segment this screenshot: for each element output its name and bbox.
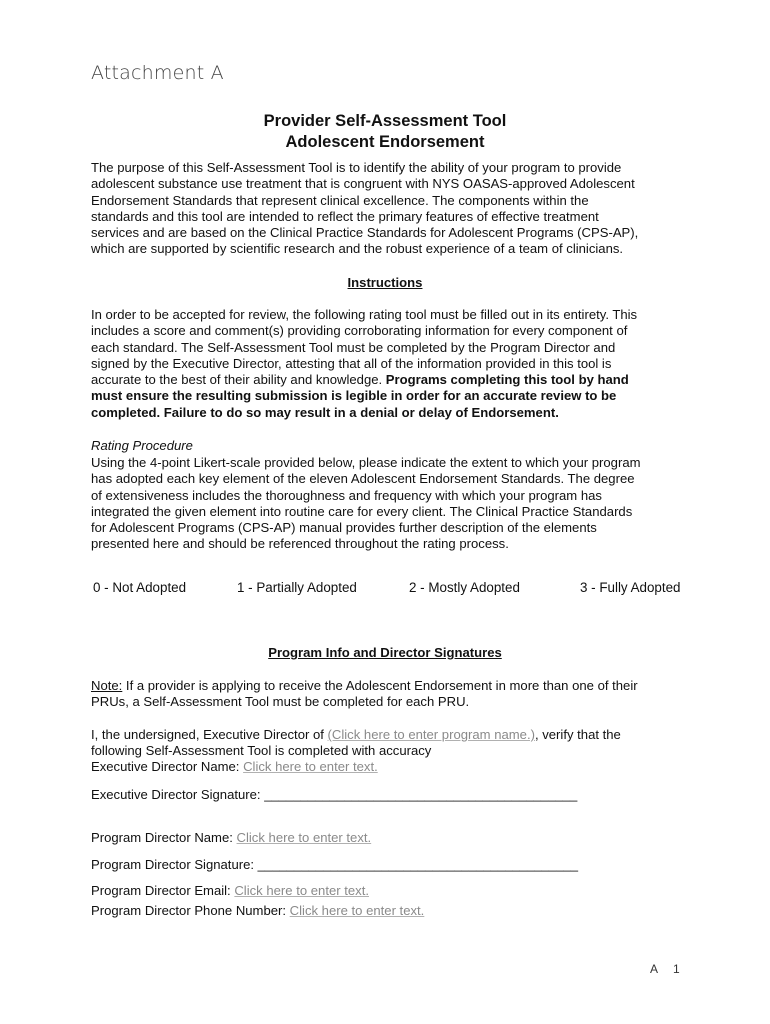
footer-section: A [650, 962, 659, 976]
attachment-label: Attachment A [91, 62, 224, 84]
scale-not-adopted: 0 - Not Adopted [93, 580, 187, 595]
pd-name-row [91, 830, 691, 846]
purpose-line: The purpose of this Self-Assessment Tool is to identify the ability of your program to provide [91, 160, 622, 175]
rating-line: Using the 4-point Likert-scale provided below, please indicate the extent to which your program [91, 455, 641, 470]
scale-partially-adopted: 1 - Partially Adopted [237, 580, 357, 595]
certify-line [91, 727, 691, 743]
note-text: If a provider is applying to receive the Adolescent Endorsement in more than one of their [122, 678, 638, 693]
instructions-line [91, 372, 681, 388]
pd-email-field[interactable]: Click here to enter text. [234, 883, 369, 898]
rating-procedure-title: Rating Procedure [91, 438, 193, 453]
scale-mostly-adopted: 2 - Mostly Adopted [409, 580, 520, 595]
exec-name-row [91, 759, 691, 775]
instructions-bold-line: must ensure the resulting submission is legible in order for an accurate review to be [91, 388, 617, 404]
instructions-line: includes a score and comment(s) providing corroborating information for every component of [91, 323, 628, 339]
pd-phone-field[interactable]: Click here to enter text. [289, 903, 425, 918]
pd-name-label: Program Director Name: [91, 830, 237, 845]
pd-email-label: Program Director Email: [91, 883, 235, 898]
instructions-bold-text: Programs completing this tool by hand [385, 372, 629, 388]
instructions-text: accurate to the best of their ability and knowledge. [91, 372, 386, 388]
document-title: Provider Self-Assessment Tool [263, 112, 507, 130]
pd-phone-row [91, 903, 691, 919]
exec-name-field[interactable]: Click here to enter text. [243, 759, 378, 774]
scale-fully-adopted: 3 - Fully Adopted [580, 580, 681, 595]
certify-line-2: following Self-Assessment Tool is completed with accuracy [91, 743, 432, 758]
instructions-bold-line: completed. Failure to do so may result in a denial or delay of Endorsement. [91, 404, 559, 420]
pd-signature-row: Program Director Signature: ____________________________________________ [91, 857, 579, 872]
document-subtitle: Adolescent Endorsement [285, 133, 485, 151]
certify-text: I, the undersigned, Executive Director of [91, 727, 328, 742]
note-line-2: PRUs, a Self-Assessment Tool must be completed for each PRU. [91, 694, 470, 709]
note-label: Note: [91, 678, 123, 693]
purpose-line: which are supported by scientific research and the robust experience of a team of clinicians. [91, 241, 624, 257]
pd-phone-label: Program Director Phone Number: [91, 903, 290, 918]
certify-text-end: , verify that the [534, 727, 621, 742]
rating-line: presented here and should be referenced throughout the rating process. [91, 536, 509, 552]
instructions-line: signed by the Executive Director, attesting that all of the information provided in this tool is [91, 355, 612, 371]
note-line [91, 678, 691, 694]
pd-name-field[interactable]: Click here to enter text. [236, 830, 372, 845]
rating-line: for Adolescent Programs (CPS-AP) manual provides further description of the elements [91, 520, 597, 536]
exec-signature-row: Executive Director Signature: ___________________________________________ [91, 787, 578, 802]
rating-line: integrated the given element into routine care for every client. The Clinical Practice Standards [91, 503, 633, 519]
rating-line: has adopted each key element of the eleven Adolescent Endorsement Standards. The degree [91, 471, 635, 487]
rating-line: of extensiveness includes the thoroughness and frequency with which your program has [91, 487, 602, 503]
page-number: 1 [673, 962, 680, 976]
instructions-heading: Instructions [347, 275, 423, 290]
purpose-line: standards and this tool are intended to reflect the primary features of effective treatment [91, 208, 599, 224]
instructions-line: each standard. The Self-Assessment Tool must be completed by the Program Director and [91, 339, 616, 355]
program-info-heading: Program Info and Director Signatures [268, 645, 502, 660]
purpose-line: adolescent substance use treatment that is congruent with NYS OASAS-approved Adolescent [91, 176, 635, 192]
rating-paragraph [91, 455, 681, 553]
purpose-paragraph [91, 160, 681, 258]
purpose-line: services and are based on the Clinical Practice Standards for Adolescent Programs (CPS-AP), [91, 225, 639, 241]
instructions-line: In order to be accepted for review, the following rating tool must be filled out in its entirety. This [91, 307, 638, 322]
pd-email-row [91, 883, 691, 899]
exec-name-label: Executive Director Name: [91, 759, 244, 774]
purpose-line: Endorsement Standards that represent clinical excellence. The components within the [91, 192, 589, 208]
program-name-field[interactable]: (Click here to enter program name.) [327, 727, 535, 742]
instructions-paragraph [91, 307, 681, 421]
